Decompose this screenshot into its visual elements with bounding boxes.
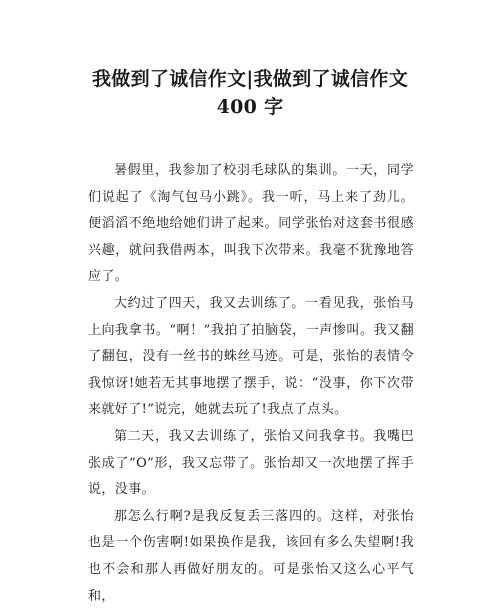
paragraph-4: 那怎么行啊?是我反复丢三落四的。这样，对张怡也是一个伤害啊!如果换作是我，该回有多么失望啊!我也不会和那人再做好朋友的。可是张怡又这么心平气和， (88, 508, 414, 604)
paragraph-1: 暑假里，我参加了校羽毛球队的集训。一天，同学们说起了《淘气包马小跳》。我一听，马上来了劲儿。便滔滔不绝地给她们讲了起来。同学张怡对这套书很感兴趣，就问我借两本，叫我下次带来。我毫不犹豫地答应了。 (88, 163, 414, 285)
document-body (88, 158, 414, 610)
paragraph-3: 第二天，我又去训练了，张怡又问我拿书。我嘴巴张成了“O”形，我又忘带了。张怡却又一次地摆了挥手说，没事。 (88, 428, 414, 498)
document-title-line2: 400 字 (216, 96, 284, 118)
paragraph-2: 大约过了四天，我又去训练了。一看见我，张怡马上向我拿书。“啊！”我拍了拍脑袋，一声惨叫。我又翻了翻包，没有一丝书的蛛丝马迹。可是，张怡的表情令我惊讶!她若无其事地摆了摆手，说：“没事，你下次带来就好了!”说完，她就去玩了!我点了点头。 (88, 295, 414, 418)
document-title-line1: 我做到了诚信作文|我做到了诚信作文 (91, 68, 408, 90)
